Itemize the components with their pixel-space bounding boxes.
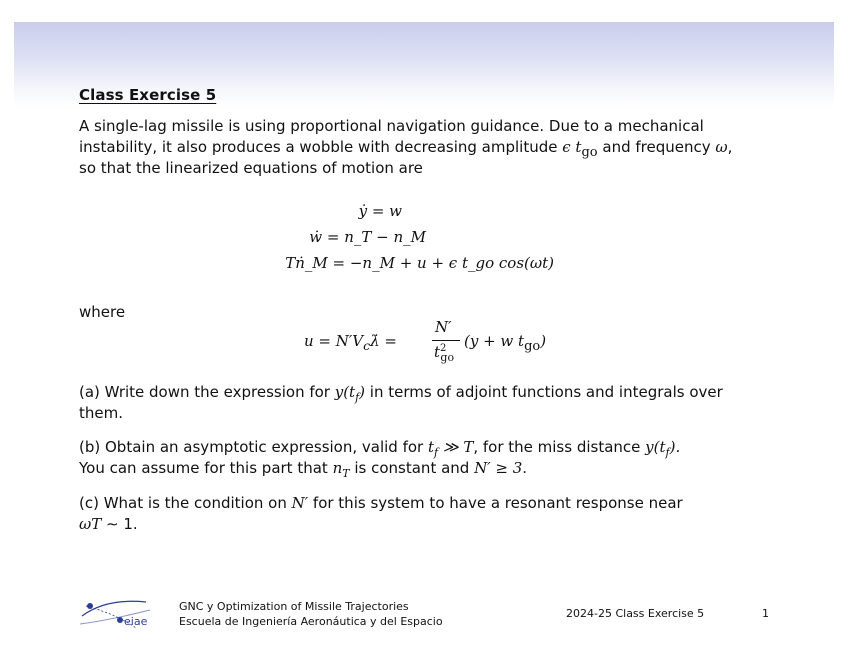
- intro-paragraph: A single-lag missile is using proportional navigation guidance. Due to a mechanical instability, it also produces a wobble with decreasing amplitude ϵ $t_{go}$ and frequency ω, so that the linearized equations of motion are: [79, 117, 733, 177]
- equation-1: ẏ = w: [358, 202, 402, 220]
- question-c: (c) What is the condition on N′ for this system to have a resonant response near ωT ∼ 1.: [79, 494, 683, 533]
- course-info: GNC y Optimization of Missile Trajectories Escuela de Ingeniería Aeronáutica y del Espacio: [179, 600, 443, 628]
- school-logo-icon: [76, 594, 156, 632]
- equations-of-motion: [14, 200, 834, 280]
- fraction-bar: [432, 340, 460, 341]
- equation-3: Tṅ_M = −n_M + u + ϵ t_go cos(ωt): [285, 254, 554, 272]
- equation-2: ẇ = n_T − n_M: [309, 228, 426, 246]
- session-label: 2024-25 Class Exercise 5: [566, 607, 705, 620]
- fraction-denominator: $t^2_{go}$: [434, 343, 455, 364]
- where-label: where: [79, 303, 126, 321]
- fraction-numerator: N′: [435, 318, 452, 336]
- slide: Class Exercise 5 A single-lag missile is using proportional navigation guidance. Due to a mechanical instability, it also produces a wobble with decreasing amplitude ϵ $t_{go}$ and frequency ω, so that the linearized equations of motion are ẏ = w ẇ = n_T − n_M Tṅ_M = −n_M + u + ϵ t_go cos(ωt) where $u = N'V_c\lambdȧ$ = N′ $t^2_{go}$ (y + w $t_{go}$) (a) Write down the expression for $y(t_f)$ in terms of adjoint functions and integrals over them. (b) Obtain an asymptotic expression, valid for $t_f$ ≫ T, for the miss distance $y(t_f)$. You can assume for this part that $n_T$ is constant and N′ ≥ 3. (c) What is the condition on N′ for this system to have a resonant response near ωT ∼ 1. eiae GNC y Optimization of Missile Trajectories Escuela de Ingeniería Aeronáutica y del Espacio 2024-25 Class Exercise 5 1: [14, 22, 834, 642]
- question-b: (b) Obtain an asymptotic expression, valid for $t_f$ ≫ T, for the miss distance $y(t_f)$. You can assume for this part that $n_T$ is constant and N′ ≥ 3.: [79, 438, 681, 480]
- page-number: 1: [762, 607, 769, 620]
- question-a: (a) Write down the expression for $y(t_f)$ in terms of adjoint functions and integrals over them.: [79, 383, 723, 422]
- svg-text:eiae: eiae: [124, 615, 148, 628]
- footer: [14, 592, 834, 642]
- slide-title: Class Exercise 5: [79, 86, 217, 104]
